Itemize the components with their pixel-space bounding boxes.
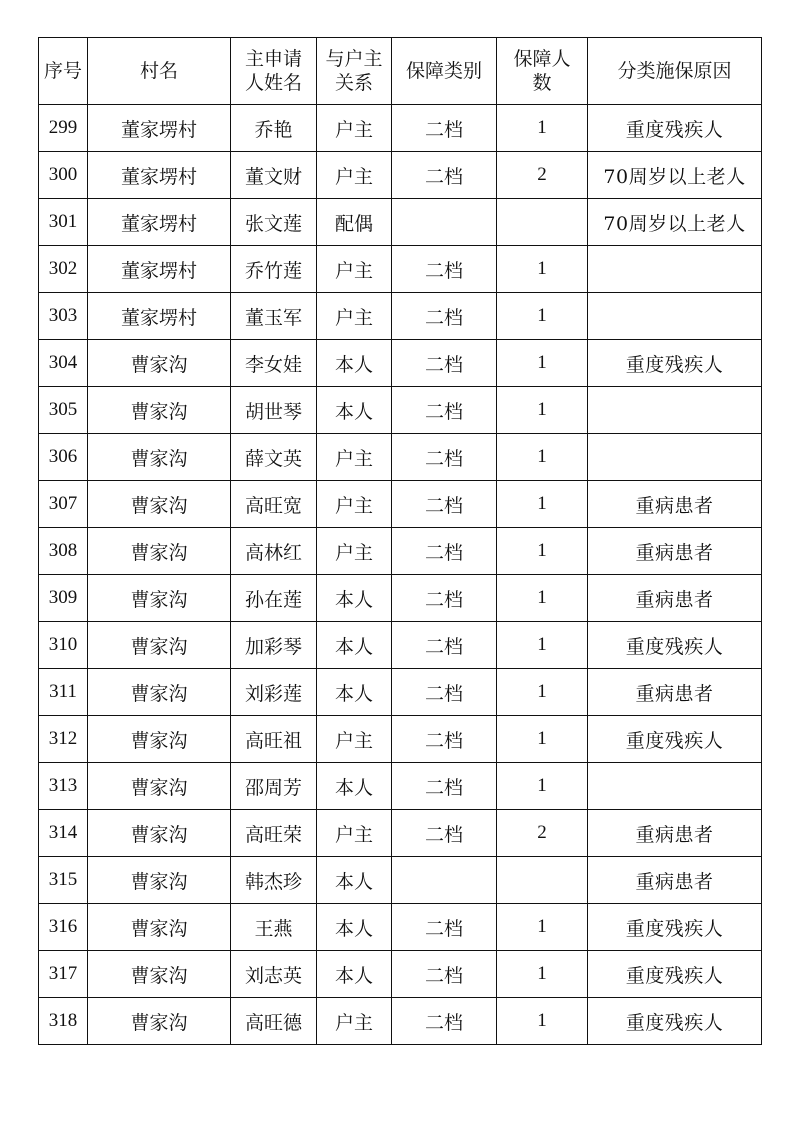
cell-name: 薛文英 [231, 434, 317, 481]
cell-count: 1 [497, 481, 588, 528]
cell-reason: 重度残疾人 [588, 716, 762, 763]
cell-seq: 304 [39, 340, 88, 387]
cell-count: 1 [497, 340, 588, 387]
cell-village: 曹家沟 [88, 481, 231, 528]
table-row [39, 246, 762, 293]
cell-name: 乔竹莲 [231, 246, 317, 293]
cell-relation: 户主 [317, 105, 392, 152]
cell-count: 1 [497, 387, 588, 434]
cell-village: 曹家沟 [88, 575, 231, 622]
cell-relation: 户主 [317, 246, 392, 293]
cell-name: 张文莲 [231, 199, 317, 246]
cell-village: 曹家沟 [88, 387, 231, 434]
cell-reason [588, 763, 762, 810]
cell-category: 二档 [392, 951, 497, 998]
cell-relation: 本人 [317, 951, 392, 998]
cell-category: 二档 [392, 152, 497, 199]
cell-category [392, 199, 497, 246]
table-row [39, 293, 762, 340]
cell-count: 1 [497, 528, 588, 575]
cell-category: 二档 [392, 387, 497, 434]
cell-reason: 重度残疾人 [588, 105, 762, 152]
cell-seq: 302 [39, 246, 88, 293]
cell-relation: 户主 [317, 998, 392, 1045]
cell-village: 曹家沟 [88, 951, 231, 998]
cell-category: 二档 [392, 575, 497, 622]
cell-name: 李女娃 [231, 340, 317, 387]
cell-count: 1 [497, 575, 588, 622]
cell-category: 二档 [392, 904, 497, 951]
cell-reason [588, 387, 762, 434]
table-row [39, 904, 762, 951]
cell-village: 董家塄村 [88, 105, 231, 152]
cell-reason: 重度残疾人 [588, 951, 762, 998]
cell-village: 曹家沟 [88, 998, 231, 1045]
document-page [38, 37, 762, 1045]
cell-seq: 300 [39, 152, 88, 199]
cell-name: 董文财 [231, 152, 317, 199]
cell-count: 1 [497, 246, 588, 293]
cell-reason: 重病患者 [588, 528, 762, 575]
table-row [39, 434, 762, 481]
header-relation-line2: 关系 [334, 72, 373, 94]
cell-count: 1 [497, 669, 588, 716]
cell-name: 刘志英 [231, 951, 317, 998]
cell-relation: 本人 [317, 387, 392, 434]
cell-name: 高旺祖 [231, 716, 317, 763]
cell-seq: 306 [39, 434, 88, 481]
cell-category: 二档 [392, 340, 497, 387]
cell-relation: 户主 [317, 152, 392, 199]
header-count [497, 38, 588, 105]
cell-seq: 313 [39, 763, 88, 810]
cell-relation: 户主 [317, 481, 392, 528]
cell-village: 董家塄村 [88, 293, 231, 340]
table-row [39, 528, 762, 575]
cell-seq: 301 [39, 199, 88, 246]
table-row [39, 998, 762, 1045]
header-count-line2: 数 [532, 72, 552, 94]
cell-seq: 316 [39, 904, 88, 951]
cell-relation: 本人 [317, 763, 392, 810]
cell-village: 董家塄村 [88, 246, 231, 293]
cell-relation: 本人 [317, 669, 392, 716]
cell-reason: 重病患者 [588, 857, 762, 904]
header-village: 村名 [88, 38, 231, 105]
cell-name: 韩杰珍 [231, 857, 317, 904]
cell-seq: 311 [39, 669, 88, 716]
cell-count: 1 [497, 434, 588, 481]
table-row [39, 669, 762, 716]
cell-reason: 70周岁以上老人 [588, 152, 762, 199]
cell-reason: 重病患者 [588, 810, 762, 857]
cell-village: 曹家沟 [88, 904, 231, 951]
cell-reason: 重度残疾人 [588, 622, 762, 669]
cell-village: 董家塄村 [88, 199, 231, 246]
cell-category: 二档 [392, 434, 497, 481]
cell-village: 曹家沟 [88, 763, 231, 810]
header-category: 保障类别 [392, 38, 497, 105]
cell-category: 二档 [392, 246, 497, 293]
header-reason: 分类施保原因 [588, 38, 762, 105]
cell-category: 二档 [392, 481, 497, 528]
cell-name: 邵周芳 [231, 763, 317, 810]
cell-village: 曹家沟 [88, 340, 231, 387]
cell-village: 曹家沟 [88, 622, 231, 669]
cell-relation: 本人 [317, 857, 392, 904]
table-row [39, 199, 762, 246]
cell-name: 孙在莲 [231, 575, 317, 622]
cell-seq: 308 [39, 528, 88, 575]
cell-category: 二档 [392, 763, 497, 810]
table-row [39, 622, 762, 669]
cell-relation: 户主 [317, 716, 392, 763]
cell-count: 2 [497, 152, 588, 199]
cell-seq: 318 [39, 998, 88, 1045]
cell-village: 曹家沟 [88, 857, 231, 904]
cell-category: 二档 [392, 998, 497, 1045]
header-applicant-line2: 人姓名 [244, 72, 302, 94]
cell-relation: 本人 [317, 340, 392, 387]
cell-category: 二档 [392, 293, 497, 340]
cell-reason: 重度残疾人 [588, 998, 762, 1045]
table-row [39, 481, 762, 528]
cell-relation: 户主 [317, 434, 392, 481]
cell-reason: 70周岁以上老人 [588, 199, 762, 246]
cell-count: 1 [497, 904, 588, 951]
cell-seq: 310 [39, 622, 88, 669]
cell-name: 胡世琴 [231, 387, 317, 434]
cell-seq: 312 [39, 716, 88, 763]
cell-seq: 317 [39, 951, 88, 998]
cell-category: 二档 [392, 105, 497, 152]
cell-reason [588, 293, 762, 340]
table-row [39, 152, 762, 199]
table-row [39, 810, 762, 857]
table-row [39, 340, 762, 387]
cell-count: 1 [497, 763, 588, 810]
cell-seq: 303 [39, 293, 88, 340]
cell-relation: 本人 [317, 904, 392, 951]
cell-name: 高旺宽 [231, 481, 317, 528]
cell-count [497, 857, 588, 904]
cell-seq: 314 [39, 810, 88, 857]
cell-count: 1 [497, 998, 588, 1045]
cell-category [392, 857, 497, 904]
cell-seq: 299 [39, 105, 88, 152]
cell-reason: 重度残疾人 [588, 340, 762, 387]
cell-village: 董家塄村 [88, 152, 231, 199]
cell-village: 曹家沟 [88, 810, 231, 857]
cell-seq: 307 [39, 481, 88, 528]
cell-name: 加彩琴 [231, 622, 317, 669]
assistance-table [38, 37, 762, 1045]
cell-reason: 重病患者 [588, 575, 762, 622]
table-row [39, 857, 762, 904]
header-relation [317, 38, 392, 105]
table-row [39, 951, 762, 998]
table-row [39, 387, 762, 434]
table-row [39, 575, 762, 622]
header-relation-line1: 与户主 [325, 48, 383, 70]
cell-seq: 315 [39, 857, 88, 904]
cell-name: 刘彩莲 [231, 669, 317, 716]
table-body [39, 105, 762, 1045]
cell-count: 1 [497, 293, 588, 340]
cell-reason [588, 246, 762, 293]
cell-reason [588, 434, 762, 481]
cell-count: 1 [497, 622, 588, 669]
cell-name: 乔艳 [231, 105, 317, 152]
cell-village: 曹家沟 [88, 716, 231, 763]
cell-count: 1 [497, 105, 588, 152]
cell-relation: 本人 [317, 575, 392, 622]
cell-category: 二档 [392, 669, 497, 716]
cell-seq: 309 [39, 575, 88, 622]
cell-name: 高旺荣 [231, 810, 317, 857]
table-row [39, 105, 762, 152]
cell-village: 曹家沟 [88, 669, 231, 716]
cell-count: 2 [497, 810, 588, 857]
table-row [39, 763, 762, 810]
cell-category: 二档 [392, 622, 497, 669]
cell-seq: 305 [39, 387, 88, 434]
cell-category: 二档 [392, 716, 497, 763]
cell-relation: 本人 [317, 622, 392, 669]
cell-relation: 户主 [317, 810, 392, 857]
cell-count [497, 199, 588, 246]
header-count-line1: 保障人 [513, 48, 571, 70]
cell-village: 曹家沟 [88, 434, 231, 481]
header-seq: 序号 [39, 38, 88, 105]
cell-reason: 重病患者 [588, 481, 762, 528]
cell-relation: 配偶 [317, 199, 392, 246]
cell-category: 二档 [392, 810, 497, 857]
cell-relation: 户主 [317, 528, 392, 575]
header-row [39, 38, 762, 105]
cell-reason: 重度残疾人 [588, 904, 762, 951]
cell-name: 王燕 [231, 904, 317, 951]
cell-reason: 重病患者 [588, 669, 762, 716]
header-applicant-line1: 主申请 [244, 48, 302, 70]
cell-name: 高林红 [231, 528, 317, 575]
cell-village: 曹家沟 [88, 528, 231, 575]
cell-relation: 户主 [317, 293, 392, 340]
cell-name: 董玉军 [231, 293, 317, 340]
cell-category: 二档 [392, 528, 497, 575]
header-applicant-name [231, 38, 317, 105]
cell-count: 1 [497, 716, 588, 763]
table-row [39, 716, 762, 763]
cell-name: 高旺德 [231, 998, 317, 1045]
cell-count: 1 [497, 951, 588, 998]
